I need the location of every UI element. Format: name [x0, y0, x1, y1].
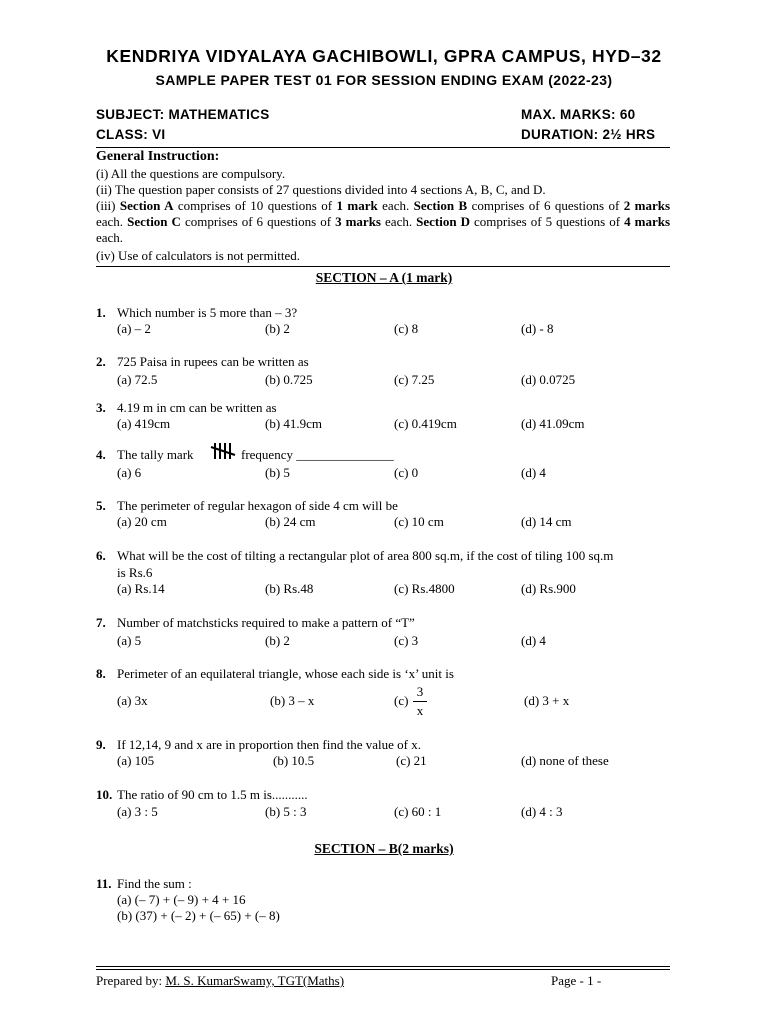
- option-b: (b) 3 – x: [270, 693, 315, 708]
- footer-divider-top: [96, 966, 670, 967]
- option-d: (d) 14 cm: [521, 514, 572, 529]
- option-c: (c) 10 cm: [394, 514, 444, 529]
- option-a: (a) 419cm: [117, 416, 171, 431]
- question-text: 725 Paisa in rupees can be written as: [117, 354, 309, 369]
- instructions-divider: [96, 266, 670, 267]
- question-text: Which number is 5 more than – 3?: [117, 305, 298, 320]
- option-d: (d) none of these: [521, 753, 609, 768]
- option-b: (b) Rs.48: [265, 581, 314, 596]
- question-text: 4.19 m in cm can be written as: [117, 400, 277, 415]
- option-a: (a) 72.5: [117, 372, 158, 387]
- option-b: (b) 2: [265, 321, 290, 336]
- option-d: (d) 3 + x: [524, 693, 570, 708]
- option-a: (a) 5: [117, 633, 142, 648]
- option-c: (c) 60 : 1: [394, 804, 442, 819]
- question-text: Find the sum :: [117, 876, 192, 891]
- instruction-iii: (iii) Section A comprises of 10 questions of 1 mark each. Section B comprises of 6 questions of 2 marks each. Section C comprises of 6 questions of 3 marks each. Section D comprises of 5 questions of 4 marks each.: [96, 198, 671, 245]
- question-text: If 12,14, 9 and x are in proportion then find the value of x.: [117, 737, 421, 752]
- option-a: (a) – 2: [117, 321, 151, 336]
- question-number: 4.: [96, 447, 106, 462]
- option-b: (b) 10.5: [273, 753, 315, 768]
- option-b: (b) 5: [265, 465, 290, 480]
- option-a: (a) 6: [117, 465, 142, 480]
- school-name: KENDRIYA VIDYALAYA GACHIBOWLI, GPRA CAMPUS, HYD–32: [106, 46, 662, 66]
- option-d: (d) 4: [521, 465, 546, 480]
- question-text-continued: is Rs.6: [117, 565, 153, 580]
- question-text: Number of matchsticks required to make a pattern of “T”: [117, 615, 415, 630]
- footer-divider-bottom: [96, 969, 670, 970]
- option-c: (c) 0: [394, 465, 419, 480]
- page-number: Page - 1 -: [551, 973, 602, 988]
- question-text-after: frequency _______________: [241, 447, 394, 462]
- section-a-title: SECTION – A (1 mark): [315, 270, 453, 285]
- prepared-by: Prepared by: M. S. KumarSwamy, TGT(Maths): [96, 973, 345, 988]
- question-number: 10.: [96, 787, 113, 802]
- instruction-i: (i) All the questions are compulsory.: [96, 166, 286, 181]
- sub-question-a: (a) (– 7) + (– 9) + 4 + 16: [117, 892, 246, 907]
- option-c: (c) 3: [394, 633, 419, 648]
- duration-label: DURATION: 2½ HRS: [521, 127, 656, 142]
- option-d: (d) Rs.900: [521, 581, 576, 596]
- max-marks-label: MAX. MARKS: 60: [521, 107, 636, 122]
- fraction-denominator: x: [416, 703, 424, 718]
- header-divider: [96, 147, 670, 148]
- option-d: (d) 41.09cm: [521, 416, 585, 431]
- option-d: (d) 4 : 3: [521, 804, 563, 819]
- question-number: 8.: [96, 666, 106, 681]
- option-d: (d) 4: [521, 633, 546, 648]
- option-c: (c) 7.25: [394, 372, 435, 387]
- class-label: CLASS: VI: [96, 127, 166, 142]
- option-d: (d) - 8: [521, 321, 554, 336]
- option-a: (a) 105: [117, 753, 155, 768]
- fraction-3-over-x: [413, 684, 427, 719]
- option-b: (b) 24 cm: [265, 514, 316, 529]
- option-b: (b) 5 : 3: [265, 804, 307, 819]
- option-a: (a) 3x: [117, 693, 148, 708]
- fraction-bar: [413, 701, 427, 702]
- author-name: M. S. KumarSwamy, TGT(Maths): [165, 973, 345, 988]
- question-number: 6.: [96, 548, 106, 563]
- question-number: 7.: [96, 615, 106, 630]
- option-d: (d) 0.0725: [521, 372, 576, 387]
- option-b: (b) 2: [265, 633, 290, 648]
- question-number: 5.: [96, 498, 106, 513]
- question-number: 9.: [96, 737, 106, 752]
- option-a: (a) Rs.14: [117, 581, 165, 596]
- question-text: The perimeter of regular hexagon of side 4 cm will be: [117, 498, 398, 513]
- tally-mark-icon: [210, 441, 238, 461]
- instructions-title: General Instruction:: [96, 149, 220, 164]
- instruction-iv: (iv) Use of calculators is not permitted.: [96, 248, 300, 263]
- option-a: (a) 20 cm: [117, 514, 167, 529]
- option-c: (c) 8: [394, 321, 419, 336]
- sub-question-b: (b) (37) + (– 2) + (– 65) + (– 8): [117, 908, 280, 923]
- question-text: Perimeter of an equilateral triangle, whose each side is ‘x’ unit is: [117, 666, 454, 681]
- fraction-numerator: 3: [416, 684, 424, 699]
- option-c: (c): [394, 693, 409, 708]
- question-text-before: The tally mark: [117, 447, 194, 462]
- option-c: (c) 0.419cm: [394, 416, 457, 431]
- test-title: SAMPLE PAPER TEST 01 FOR SESSION ENDING EXAM (2022-23): [155, 72, 613, 88]
- option-a: (a) 3 : 5: [117, 804, 158, 819]
- question-number: 1.: [96, 305, 106, 320]
- question-number: 11.: [96, 876, 112, 891]
- option-b: (b) 41.9cm: [265, 416, 323, 431]
- question-text: The ratio of 90 cm to 1.5 m is...........: [117, 787, 308, 802]
- subject-label: SUBJECT: MATHEMATICS: [96, 107, 270, 122]
- section-b-title: SECTION – B(2 marks): [314, 841, 454, 856]
- instruction-ii: (ii) The question paper consists of 27 questions divided into 4 sections A, B, C, and D.: [96, 182, 546, 197]
- question-number: 2.: [96, 354, 106, 369]
- option-b: (b) 0.725: [265, 372, 313, 387]
- question-text: What will be the cost of tilting a rectangular plot of area 800 sq.m, if the cost of tiling 100 sq.m: [117, 548, 614, 563]
- option-c: (c) Rs.4800: [394, 581, 455, 596]
- question-number: 3.: [96, 400, 106, 415]
- option-c: (c) 21: [396, 753, 427, 768]
